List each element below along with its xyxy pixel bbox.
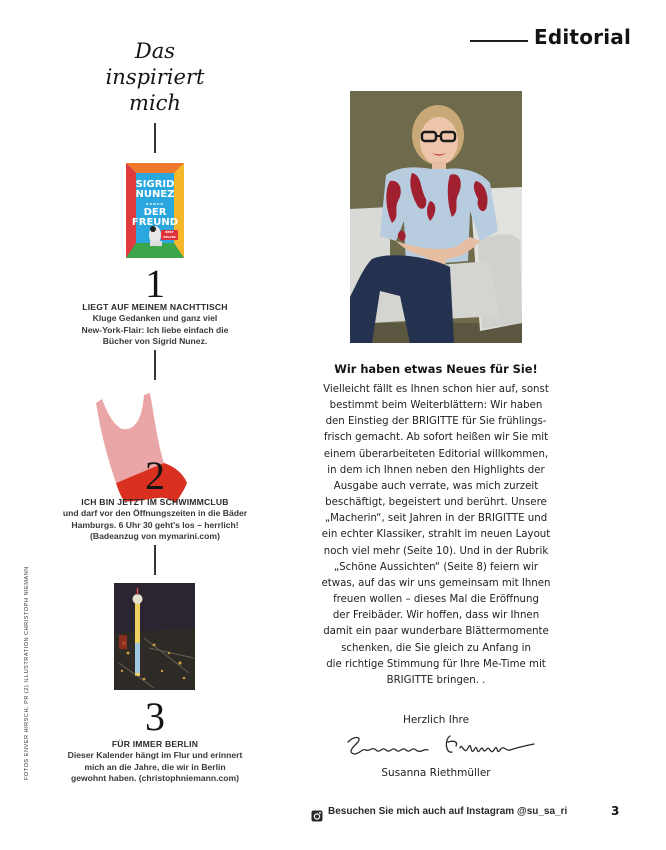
item-number: 1: [145, 261, 165, 306]
editorial-body-line: bestimmt beim Weiterblättern: Wir haben: [329, 400, 543, 412]
header-rule: [470, 40, 528, 42]
handwritten-signature: [340, 728, 540, 764]
book-cover-image: [126, 163, 184, 258]
item-caption: [55, 497, 255, 542]
photo-credits: FOTOS ENVER HIRSCH, PR (2) ILLUSTRATION CHRISTOPH NIEMANN: [24, 566, 30, 780]
book-author: SIGRID NUNEZ: [135, 179, 175, 200]
page-number: 3: [611, 804, 620, 818]
editorial-body-line: noch viel mehr (Seite 10). Und in der Rubrik: [323, 545, 549, 557]
editorial-body-line: „Macherin“, seit Jahren in der BRIGITTE und: [324, 513, 548, 525]
item-text-line: New-York-Flair: Ich liebe einfach die: [81, 324, 229, 335]
inspiration-title-line: inspiriert: [105, 65, 205, 89]
item-caption: [55, 739, 255, 784]
item-text-line: Dieser Kalender hängt im Flur und erinnert: [67, 750, 243, 761]
editorial-body-line: ein echter Klassiker, strahlt im neuen Layout: [321, 529, 551, 541]
instagram-link[interactable]: Besuchen Sie mich auch auf Instagram @su_sa_ri: [328, 806, 568, 817]
connector-line: [154, 545, 156, 575]
item-headline: ICH BIN JETZT IM SCHWIMMCLUB: [81, 497, 229, 507]
item-text-line: Kluge Gedanken und ganz viel: [92, 313, 218, 324]
editorial-body-line: in dem ich Ihnen neben den Highlights der: [327, 464, 545, 476]
instagram-icon[interactable]: [311, 807, 323, 819]
portrait-art: [350, 91, 522, 343]
bestseller-badge: BEST SELLER: [161, 230, 178, 240]
item-caption: [55, 302, 255, 347]
editorial-body-line: den Einstieg der BRIGITTE für Sie frühlings-: [325, 416, 547, 428]
author-name: Susanna Riethmüller: [381, 767, 491, 779]
item-text-line: mich an die Jahre, die wir in Berlin: [84, 761, 226, 772]
item-headline: FÜR IMMER BERLIN: [111, 739, 199, 749]
berlin-painting-art: [114, 583, 195, 690]
closing-salutation: Herzlich Ihre: [402, 714, 470, 726]
editorial-body-line: Ausgabe auch verrate, was mich zurzeit: [333, 480, 539, 492]
editorial-body-line: die richtige Stimmung für Ihre Me-Time mit: [326, 658, 546, 670]
item-headline: LIEGT AUF MEINEM NACHTTISCH: [82, 302, 228, 312]
connector-line: [154, 123, 156, 153]
berlin-painting-image: [114, 583, 195, 690]
editorial-body-line: Vielleicht fällt es Ihnen schon hier auf, sonst: [323, 384, 549, 395]
inspiration-title-line: mich: [129, 91, 181, 115]
editorial-body-line: frisch gemacht. Ab sofort heißen wir Sie mit: [323, 432, 549, 444]
editorial-body-line: schenken, die Sie gleich zu Anfang in: [341, 642, 531, 654]
item-number: 2: [145, 453, 165, 498]
inspiration-title-line: Das: [134, 39, 176, 63]
inspiration-title: [80, 38, 230, 116]
editorial-body-line: etwas, auf das wir uns gemeinsam mit Ihnen: [321, 577, 551, 589]
author-portrait-photo: [350, 91, 522, 343]
section-title: Editorial: [534, 25, 632, 49]
editorial-body-line: „Schöne Aussichten“ (Seite 8) feiern wir: [333, 561, 539, 573]
editorial-body-line: beschäftigt, begeistert und berührt. Unsere: [325, 497, 547, 509]
editorial-body-line: freuen wollen – dieses Mal die Eröffnung: [333, 594, 539, 606]
item-text-line: und darf vor den Öffnungszeiten in die Bäder: [62, 508, 248, 519]
item-text-line: gewohnt haben. (christophniemann.com): [70, 772, 240, 783]
editorial-body: [296, 382, 576, 689]
book-genre: ROMAN: [146, 202, 164, 206]
item-text-line: Bücher von Sigrid Nunez.: [102, 335, 208, 346]
editorial-body-line: einem überarbeiteten Editorial willkommen,: [323, 448, 549, 460]
item-number: 3: [145, 694, 165, 739]
editorial-heading: Wir haben etwas Neues für Sie!: [334, 362, 538, 376]
editorial-body-line: der Freibäder. Wir hoffen, dass wir Ihnen: [332, 610, 540, 622]
editorial-body-line: damit ein paar wunderbare Blättermomente: [323, 626, 549, 638]
editorial-body-line: BRIGITTE bringen. .: [386, 674, 486, 686]
item-text-line: Hamburgs. 6 Uhr 30 geht's los – herrlich!: [71, 519, 239, 530]
book-title: DER FREUND: [131, 207, 179, 228]
connector-line: [154, 350, 156, 380]
signature-art: [340, 728, 540, 764]
item-text-line: (Badeanzug von mymarini.com): [90, 530, 220, 541]
